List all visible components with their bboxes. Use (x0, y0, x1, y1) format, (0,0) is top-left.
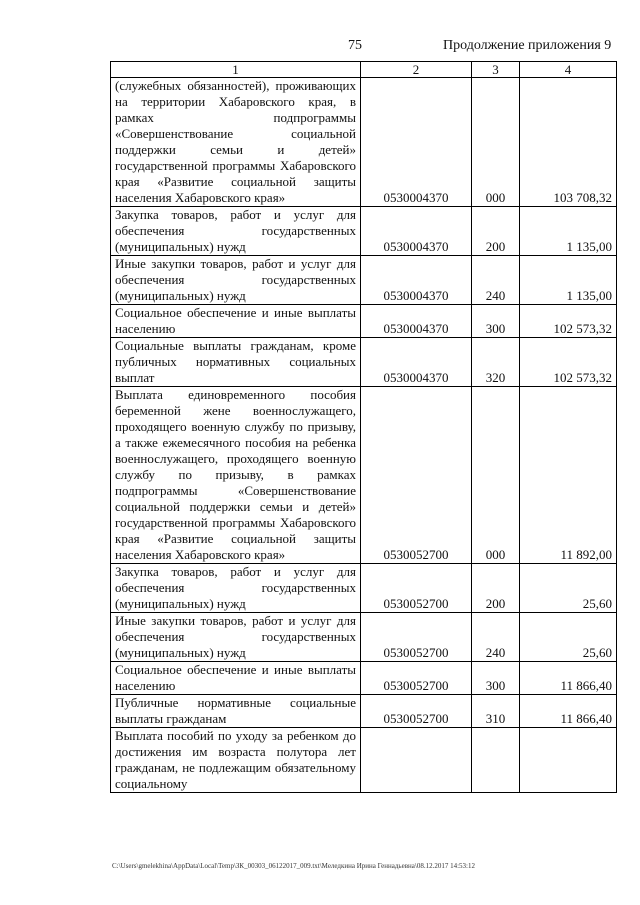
row-type: 000 (472, 78, 520, 207)
row-amount: 11 892,00 (520, 387, 617, 564)
row-type: 300 (472, 662, 520, 695)
row-amount: 11 866,40 (520, 662, 617, 695)
row-amount: 25,60 (520, 613, 617, 662)
row-type: 200 (472, 207, 520, 256)
row-name: Закупка товаров, работ и услуг для обеспечения государственных (муниципальных) нужд (111, 207, 361, 256)
row-name: Социальное обеспечение и иные выплаты населению (111, 305, 361, 338)
table-row (111, 613, 617, 662)
column-header-3: 3 (472, 62, 520, 78)
row-code: 0530052700 (361, 613, 472, 662)
table-row (111, 662, 617, 695)
column-header-2: 2 (361, 62, 472, 78)
row-code: 0530004370 (361, 78, 472, 207)
row-type: 300 (472, 305, 520, 338)
table-row (111, 207, 617, 256)
row-code: 0530052700 (361, 564, 472, 613)
row-type: 000 (472, 387, 520, 564)
row-name: Выплата единовременного пособия беременной жене военнослужащего, проходящего военную службу по призыву, а также ежемесячного пособия на ребенка военнослужащего, проходящего военную службу по призыву, в рамках подпрограммы «Совершенствование социальной поддержки семьи и детей» государственной программы Хабаровского края «Развитие социальной защиты населения Хабаровского края» (111, 387, 361, 564)
table-row (111, 338, 617, 387)
row-type: 200 (472, 564, 520, 613)
row-code: 0530004370 (361, 338, 472, 387)
row-name: Публичные нормативные социальные выплаты гражданам (111, 695, 361, 728)
appendix-continuation-note: Продолжение приложения 9 (443, 38, 612, 53)
row-code: 0530052700 (361, 695, 472, 728)
row-code: 0530052700 (361, 387, 472, 564)
row-amount: 1 135,00 (520, 207, 617, 256)
row-type: 320 (472, 338, 520, 387)
row-name: Социальное обеспечение и иные выплаты населению (111, 662, 361, 695)
row-name: Иные закупки товаров, работ и услуг для обеспечения государственных (муниципальных) нужд (111, 613, 361, 662)
row-name: (служебных обязанностей), проживающих на территории Хабаровского края, в рамках подпрограммы «Совершенствование социальной поддержки семьи и детей» государственной программы Хабаровского края «Развитие социальной защиты населения Хабаровского края» (111, 78, 361, 207)
row-code (361, 728, 472, 793)
row-amount: 103 708,32 (520, 78, 617, 207)
row-amount: 102 573,32 (520, 338, 617, 387)
row-type: 240 (472, 256, 520, 305)
row-type: 310 (472, 695, 520, 728)
document-footer-path: C:\Users\gmelekhina\AppData\Local\Temp\ЗК_00303_06122017_009.txt\Меледкина Ирина Геннадьевна\08.12.2017 14:53:12 (112, 862, 475, 870)
budget-table (110, 61, 617, 793)
column-header-1: 1 (111, 62, 361, 78)
table-header-row (111, 62, 617, 78)
row-name: Выплата пособий по уходу за ребенком до достижения им возраста полутора лет гражданам, не подлежащим обязательному социальному (111, 728, 361, 793)
page-number: 75 (348, 38, 362, 53)
table-row (111, 728, 617, 793)
row-name: Социальные выплаты гражданам, кроме публичных нормативных социальных выплат (111, 338, 361, 387)
row-name: Закупка товаров, работ и услуг для обеспечения государственных (муниципальных) нужд (111, 564, 361, 613)
row-code: 0530004370 (361, 256, 472, 305)
row-name: Иные закупки товаров, работ и услуг для обеспечения государственных (муниципальных) нужд (111, 256, 361, 305)
row-amount (520, 728, 617, 793)
row-amount: 25,60 (520, 564, 617, 613)
table-row (111, 256, 617, 305)
table-row (111, 387, 617, 564)
row-amount: 1 135,00 (520, 256, 617, 305)
row-code: 0530004370 (361, 207, 472, 256)
row-amount: 11 866,40 (520, 695, 617, 728)
table-row (111, 564, 617, 613)
table-row (111, 695, 617, 728)
table-row (111, 78, 617, 207)
column-header-4: 4 (520, 62, 617, 78)
row-code: 0530004370 (361, 305, 472, 338)
row-type (472, 728, 520, 793)
row-type: 240 (472, 613, 520, 662)
table-row (111, 305, 617, 338)
row-amount: 102 573,32 (520, 305, 617, 338)
row-code: 0530052700 (361, 662, 472, 695)
